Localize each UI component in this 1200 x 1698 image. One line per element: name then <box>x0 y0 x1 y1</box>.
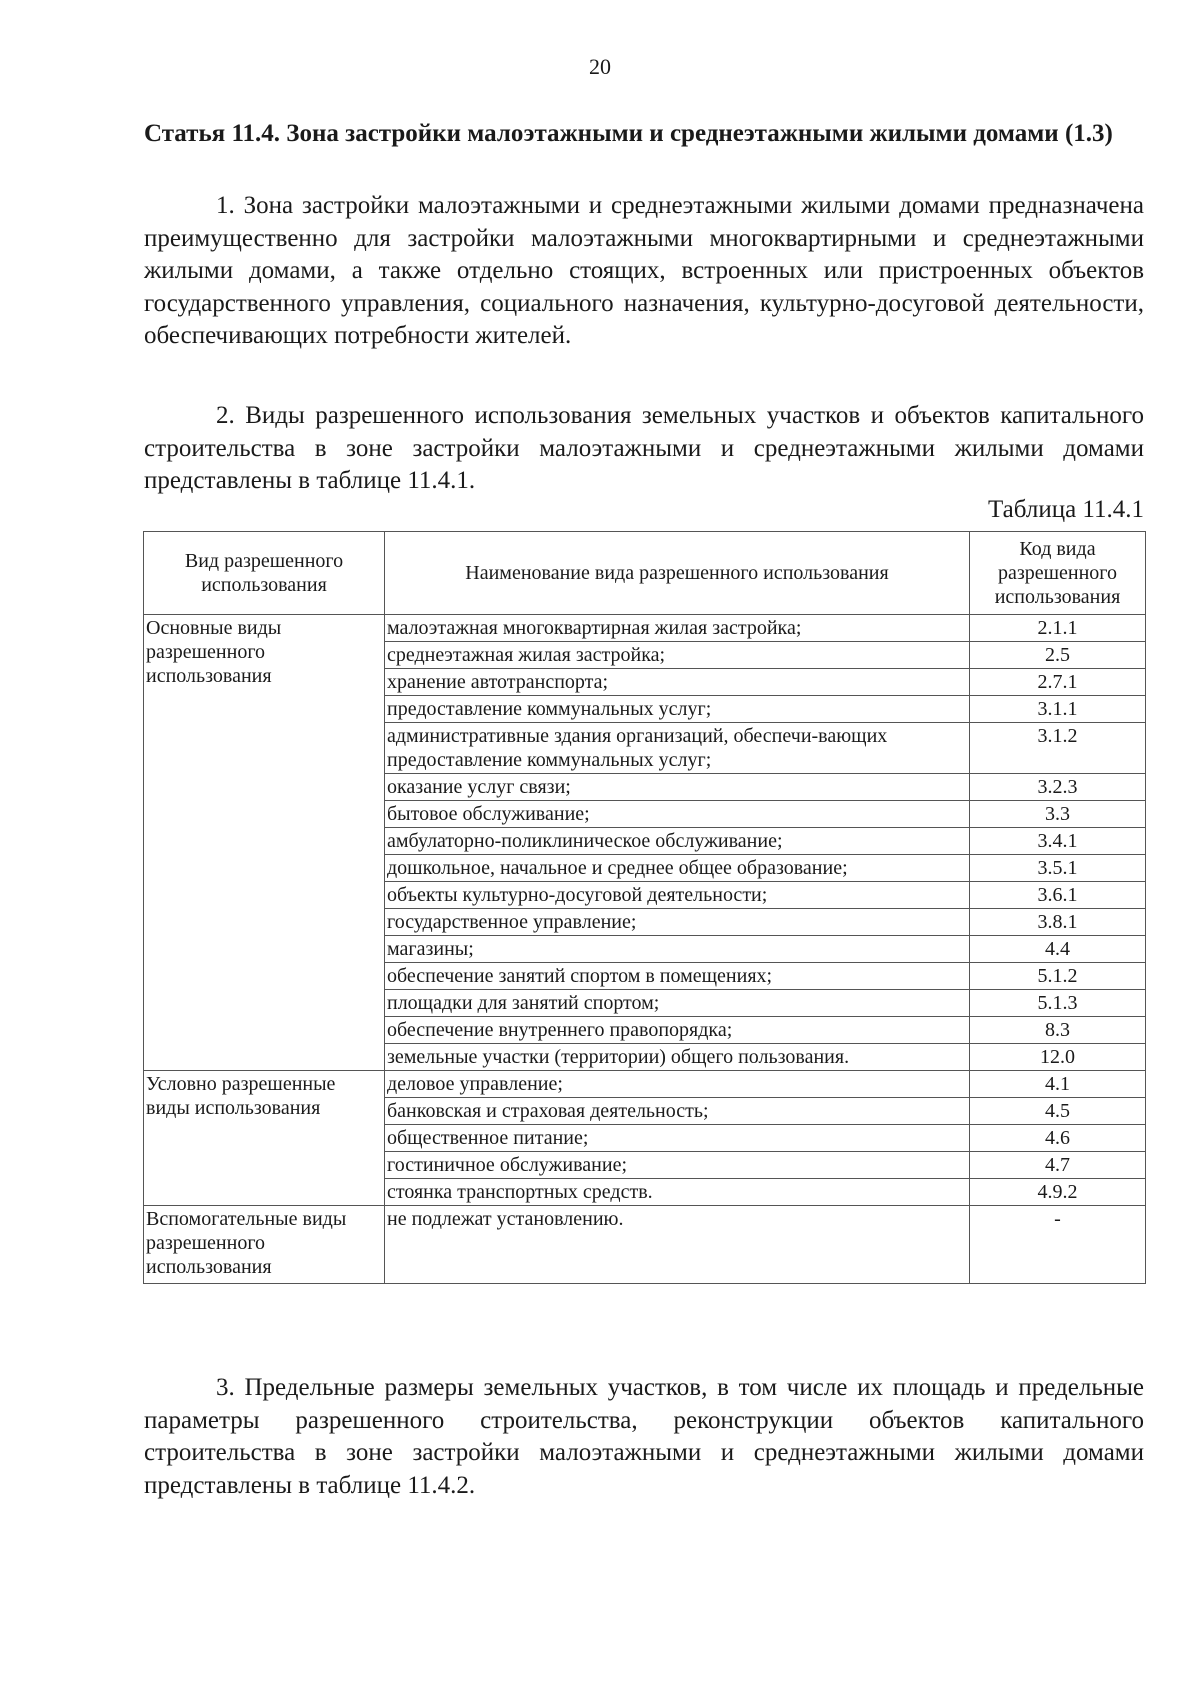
page-number: 20 <box>589 54 611 79</box>
group-label: Вспомогательные виды разрешенного использования <box>144 1206 385 1284</box>
table-row <box>144 1071 1146 1098</box>
table-row <box>144 615 1146 642</box>
use-name-cell: земельные участки (территории) общего пользования. <box>385 1044 970 1071</box>
use-name-cell: амбулаторно-поликлиническое обслуживание; <box>385 828 970 855</box>
use-code-cell: 3.5.1 <box>970 855 1146 882</box>
paragraph-2: 2. Виды разрешенного использования земельных участков и объектов капитального строительства в зоне застройки малоэтажными и среднеэтажными жилыми домами представлены в таблице 11.4.1. <box>144 402 1144 494</box>
use-name-cell: общественное питание; <box>385 1125 970 1152</box>
permitted-use-table <box>143 531 1146 1284</box>
use-code-cell: 3.8.1 <box>970 909 1146 936</box>
use-name-cell: обеспечение внутреннего правопорядка; <box>385 1017 970 1044</box>
use-code-cell: 4.4 <box>970 936 1146 963</box>
group-label: Условно разрешенные виды использования <box>144 1071 385 1206</box>
header-use-code: Код вида разрешенного использования <box>970 532 1146 615</box>
use-code-cell: 4.7 <box>970 1152 1146 1179</box>
use-name-cell: оказание услуг связи; <box>385 774 970 801</box>
use-name-cell: гостиничное обслуживание; <box>385 1152 970 1179</box>
paragraph-3: 3. Предельные размеры земельных участков, в том числе их площадь и предельные параметры разрешенного строительства, реконструкции объектов капитального строительства в зоне застройки малоэтажными и среднеэтажными жилыми домами представлены в таблице 11.4.2. <box>144 1374 1144 1499</box>
use-code-cell: 3.3 <box>970 801 1146 828</box>
use-name-cell: дошкольное, начальное и среднее общее образование; <box>385 855 970 882</box>
use-name-cell: бытовое обслуживание; <box>385 801 970 828</box>
table-caption: Таблица 11.4.1 <box>988 496 1144 523</box>
group-label: Основные виды разрешенного использования <box>144 615 385 1071</box>
use-name-cell: банковская и страховая деятельность; <box>385 1098 970 1125</box>
use-name-cell: стоянка транспортных средств. <box>385 1179 970 1206</box>
use-code-cell: 5.1.3 <box>970 990 1146 1017</box>
use-code-cell: 4.6 <box>970 1125 1146 1152</box>
paragraph-1: 1. Зона застройки малоэтажными и среднеэтажными жилыми домами предназначена преимущественно для застройки малоэтажными многоквартирными и среднеэтажными жилыми домами, а также отдельно стоящих, встроенных или пристроенных объектов государственного управления, социального назначения, культурно-досуговой деятельности, обеспечивающих потребности жителей. <box>144 192 1144 349</box>
use-code-cell: 4.9.2 <box>970 1179 1146 1206</box>
use-name-cell: среднеэтажная жилая застройка; <box>385 642 970 669</box>
use-code-cell: - <box>970 1206 1146 1284</box>
header-use-kind: Вид разрешенного использования <box>144 532 385 615</box>
table-row <box>144 1206 1146 1284</box>
use-code-cell: 4.5 <box>970 1098 1146 1125</box>
use-code-cell: 2.5 <box>970 642 1146 669</box>
header-use-name: Наименование вида разрешенного использования <box>385 532 970 615</box>
use-name-cell: не подлежат установлению. <box>385 1206 970 1284</box>
use-code-cell: 3.1.1 <box>970 696 1146 723</box>
use-name-cell: хранение автотранспорта; <box>385 669 970 696</box>
table-body <box>144 615 1146 1284</box>
use-code-cell: 2.7.1 <box>970 669 1146 696</box>
use-name-cell: предоставление коммунальных услуг; <box>385 696 970 723</box>
use-name-cell: государственное управление; <box>385 909 970 936</box>
use-code-cell: 3.4.1 <box>970 828 1146 855</box>
use-code-cell: 4.1 <box>970 1071 1146 1098</box>
use-name-cell: объекты культурно-досуговой деятельности; <box>385 882 970 909</box>
use-code-cell: 3.6.1 <box>970 882 1146 909</box>
use-name-cell: малоэтажная многоквартирная жилая застройка; <box>385 615 970 642</box>
article-title: Статья 11.4. Зона застройки малоэтажными и среднеэтажными жилыми домами (1.3) <box>144 120 1113 147</box>
use-code-cell: 5.1.2 <box>970 963 1146 990</box>
table-header-row <box>144 532 1146 615</box>
use-code-cell: 12.0 <box>970 1044 1146 1071</box>
use-code-cell: 3.2.3 <box>970 774 1146 801</box>
use-name-cell: площадки для занятий спортом; <box>385 990 970 1017</box>
use-code-cell: 8.3 <box>970 1017 1146 1044</box>
use-name-cell: обеспечение занятий спортом в помещениях; <box>385 963 970 990</box>
use-name-cell: деловое управление; <box>385 1071 970 1098</box>
use-code-cell: 2.1.1 <box>970 615 1146 642</box>
use-code-cell: 3.1.2 <box>970 723 1146 774</box>
use-name-cell: магазины; <box>385 936 970 963</box>
use-name-cell: административные здания организаций, обеспечи-вающих предоставление коммунальных услуг; <box>385 723 970 774</box>
